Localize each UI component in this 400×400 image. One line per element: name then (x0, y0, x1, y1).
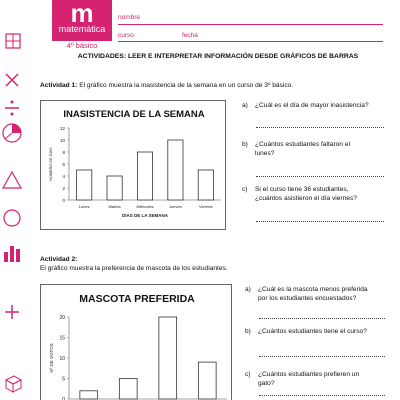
chart2-title: MASCOTA PREFERIDA (79, 293, 195, 305)
question-text: ¿Cuántos estudiantes faltaron el (255, 141, 350, 148)
brand-logo (52, 0, 112, 41)
bar (159, 317, 177, 399)
grade-label: 4º básico (66, 41, 98, 50)
activity1-label: Actividad 1: (40, 82, 78, 89)
answer-line[interactable] (256, 127, 384, 128)
question-letter: a) (245, 286, 251, 293)
y-tick-label: 10 (59, 138, 65, 143)
y-tick-label: 20 (59, 315, 65, 321)
bar (137, 152, 152, 200)
chart2-frame (40, 284, 232, 400)
bar (119, 379, 137, 400)
question-text: Si el curso tiene 36 estudiantes, (255, 186, 349, 193)
question-text: ¿cuántos asistieron el día viernes? (255, 194, 357, 202)
bar (198, 362, 216, 399)
question-letter: c) (242, 186, 248, 193)
x-tick-label: Lunes (78, 204, 90, 209)
course-date-line (118, 41, 383, 42)
cross-icon (0, 68, 26, 98)
question-letter: c) (245, 371, 251, 378)
y-tick-label: 4 (62, 174, 65, 179)
bar (80, 391, 98, 399)
y-tick-label: 10 (59, 356, 65, 362)
question-text: gato? (258, 379, 275, 387)
chart1 (41, 101, 227, 231)
brand-word: matemática (58, 24, 106, 34)
circle-icon (0, 205, 26, 235)
y-tick-label: 6 (62, 162, 65, 167)
y-tick-label: 8 (62, 150, 65, 155)
activity1-heading (40, 82, 293, 89)
triangle-icon (0, 168, 26, 198)
activity2-label: Actividad 2: (40, 256, 78, 263)
y-tick-label: 15 (59, 335, 65, 342)
activity2-heading (40, 256, 77, 263)
date-label: fecha (182, 32, 198, 39)
decorative-side-strip (0, 0, 26, 400)
bars-icon (0, 240, 26, 270)
answer-line[interactable] (259, 318, 385, 319)
x-tick-label: Martes (108, 204, 121, 209)
x-axis-label: DÍAS DE LA SEMANA (121, 213, 169, 218)
course-label: curso (118, 32, 134, 39)
question-letter: b) (242, 141, 248, 148)
y-axis-label: NÚMERO DE DÍAS (49, 147, 53, 181)
activity1-question-2 (242, 141, 384, 158)
y-tick-label: 12 (59, 126, 65, 131)
question-text: por los estudiantes encuestados? (258, 294, 357, 302)
grid-icon (0, 28, 26, 58)
name-line (118, 24, 383, 25)
y-tick-label: 2 (62, 186, 65, 191)
cube-icon (0, 370, 26, 400)
question-letter: b) (245, 328, 251, 335)
question-text: ¿Cuál es el día de mayor inasistencia? (255, 102, 369, 109)
answer-line[interactable] (259, 395, 385, 396)
answer-line[interactable] (256, 176, 384, 177)
question-letter: a) (242, 102, 248, 109)
brand-letter: m (70, 0, 94, 28)
chart2 (41, 285, 233, 400)
x-tick-label: Jueves (169, 204, 182, 209)
question-text: ¿Cuántos estudiantes tiene el curso? (258, 328, 367, 335)
activity1-description: El gráfico muestra la inasistencia de la semana en un curso de 3º básico. (79, 82, 294, 89)
chart1-title: INASISTENCIA DE LA SEMANA (63, 109, 205, 120)
bar (77, 170, 92, 200)
pie-icon (0, 120, 26, 150)
activity1-question-1 (242, 102, 384, 111)
plus-icon (0, 300, 26, 330)
x-tick-label: Miércoles (136, 204, 154, 209)
answer-line[interactable] (256, 221, 384, 222)
y-tick-label: 0 (62, 198, 65, 203)
question-text: ¿Cuántos estudiantes prefieren un (258, 371, 360, 378)
y-tick-label: 0 (62, 397, 65, 400)
activities-title: ACTIVIDADES: LEER E INTERPRETAR INFORMACIÓN DESDE GRÁFICOS DE BARRAS (77, 53, 359, 60)
question-text: lunes? (255, 149, 275, 157)
y-axis-label: Nº DE VOTOS (49, 343, 54, 373)
activity1-question-3 (242, 186, 384, 203)
activity2-question-3 (245, 371, 385, 388)
activity2-question-1 (245, 286, 385, 303)
y-tick-label: 5 (62, 376, 65, 383)
bar (107, 176, 122, 200)
bar (198, 170, 213, 200)
question-text: ¿Cuál es la mascota menos preferida (258, 286, 368, 293)
bar (168, 140, 183, 200)
activity2-question-2 (245, 328, 385, 337)
x-tick-label: Viernes (199, 204, 213, 209)
activity2-description: El gráfico muestra la preferencia de mascota de los estudiantes. (40, 265, 228, 272)
name-label: nombre (118, 14, 141, 21)
answer-line[interactable] (259, 356, 385, 357)
chart1-frame (40, 100, 226, 230)
